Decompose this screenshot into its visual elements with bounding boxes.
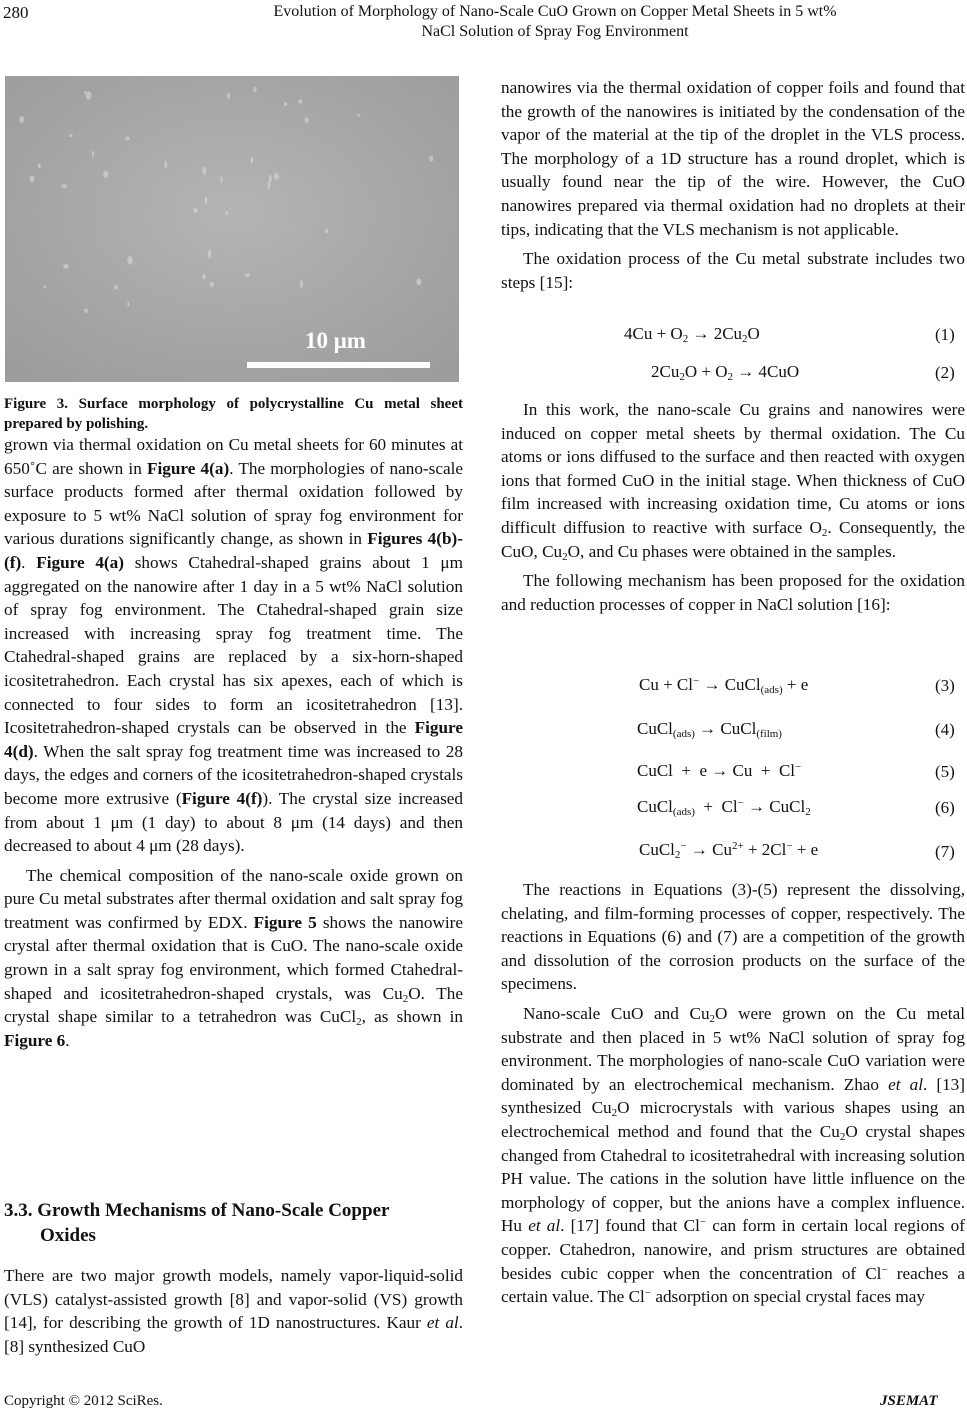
grain-speck (429, 156, 433, 162)
equation-3: Cu + Cl− → CuCl$_{(ads)}$ + e (639, 675, 809, 696)
grain-speck (202, 167, 206, 175)
figure-ref: Figure 4(a) (146, 458, 230, 478)
grain-speck (69, 134, 73, 138)
grain-speck (274, 173, 279, 180)
figure-ref: Figure 5 (253, 912, 317, 932)
equation-7: CuCl$_2$− → $Cu^{2+} + 2Cl^- + e$ (639, 840, 819, 861)
grain-speck (19, 116, 24, 123)
grain-speck (305, 117, 309, 123)
grain-speck (208, 250, 211, 259)
grain-speck (416, 279, 421, 286)
equation-2-number: (2) (935, 363, 955, 382)
equation-5: CuCl + e → Cu + Cl− (637, 761, 802, 780)
grain-speck (84, 309, 88, 313)
right-paragraph-6: Nano-scale CuO and $Cu_2O$ were grown on the Cu metal substrate and then placed in 5 wt% NaCl solution of spray fog environment. The morphologies of nano-scale CuO variation were dominated by an electrochemical mechanism. Zhao et al. [13] synthesized $Cu_2O$ microcrystals with various shapes using an electrochemical method and found that the $Cu_2O$ crystal shapes changed from Ctahedral to icositetrahedral with increasing solution PH value. The cations in the solution have little influence on the morphology of copper, but the anions have a complex influence. Hu et al. [17] found that Cl− can form in certain local regions of copper. Ctahedron, nanowire, and prism structures are obtained besides cubic copper when the concentration of Cl− reaches a certain value. The Cl− adsorption on special crystal faces may (501, 1003, 966, 1307)
equation-1: $4Cu + O_2 \to 2Cu_2O$ (624, 324, 760, 345)
running-title-line2: NaCl Solution of Spray Fog Environment (421, 23, 689, 40)
figure-3-caption: Figure 3. Surface morphology of polycrystalline Cu metal sheet prepared by polishing. (4, 396, 463, 432)
grain-speck (165, 160, 167, 169)
micrograph-texture (5, 76, 459, 382)
running-title (230, 2, 880, 42)
figure-ref: Figure 6 (4, 1030, 66, 1050)
equation-5-number: (5) (935, 762, 955, 781)
grain-speck (63, 264, 69, 269)
scale-bar (247, 362, 430, 368)
grain-speck (103, 171, 108, 178)
grain-speck (38, 163, 41, 168)
equation-1-number: (1) (935, 325, 955, 344)
right-paragraph-5: The reactions in Equations (3)-(5) represent the dissolving, chelating, and film-forming processes of copper, respectively. The reactions in Equations (6) and (7) are a competition of the growth and dissolution of the corrosion products on the surface of the specimens. Nano-scale CuO and $Cu_2O$ were grown on the Cu metal substrate and then placed in 5 wt% NaCl solution of spray fog environment. The morphologies of nano-scale CuO variation were dominated by an electrochemical mechanism. Zhao et al. [13] synthesized $Cu_2O$ microcrystals with various shapes using an electrochemical method and found that the $Cu_2O$ crystal shapes changed from Ctahedral to icositetrahedral with increasing solution PH value. The cations in the solution have little influence on the morphology of copper, but the anions have a complex influence. Hu et al. [17] found that Cl− can form in certain local regions of copper. Ctahedron, nanowire, and prism structures are obtained besides cubic copper when the concentration of Cl− reaches a certain value. The Cl− adsorption on special crystal faces may (501, 878, 965, 1309)
grain-speck (268, 181, 270, 190)
grain-speck (86, 91, 92, 100)
grain-speck (227, 93, 230, 99)
grain-speck (250, 156, 253, 164)
page-number: 280 (3, 3, 29, 22)
grain-speck (202, 274, 206, 280)
grain-speck (298, 99, 302, 103)
right-paragraph-4: The following mechanism has been proposed for the oxidation and reduction processes of copper in NaCl solution [16]: (501, 571, 965, 614)
equation-3-number: (3) (935, 676, 955, 695)
grain-speck (284, 102, 288, 106)
grain-speck (325, 228, 328, 233)
grain-speck (226, 211, 228, 215)
figure-ref: Figure 4(d) (4, 718, 463, 761)
grain-speck (220, 176, 222, 184)
right-paragraph-2: The oxidation process of the Cu metal substrate includes two steps [15]: (501, 249, 965, 292)
equation-4: CuCl$_{(ads)}$ → CuCl$_{(film)}$ (637, 719, 782, 740)
grain-speck (269, 175, 272, 183)
grain-speck (61, 184, 67, 188)
journal-name: JSEMAT (880, 1393, 938, 1409)
equation-6-number: (6) (935, 798, 955, 817)
left-column (4, 433, 463, 1052)
scale-bar-label: 10 μm (305, 328, 366, 353)
copyright: Copyright © 2012 SciRes. (4, 1393, 163, 1409)
grain-speck (114, 285, 118, 289)
grain-speck (92, 151, 94, 158)
figure-ref: Figure 4(f) (181, 788, 263, 808)
equation-2: $2Cu_2O + O_2 \to 4CuO$ (651, 362, 800, 383)
grain-speck (193, 208, 198, 213)
grain-speck (300, 280, 303, 288)
grain-speck (127, 301, 129, 306)
right-paragraph-3: In this work, the nano-scale Cu grains and nanowires were induced on copper metal sheets by thermal oxidation. The Cu atoms or ions diffused to the surface and then reacted with oxygen ions that formed CuO in the initial stage. When thickness of CuO film increased with increasing oxidation time, Cu atoms or ions difficult diffusion to reactive with surface $O_2$. Consequently, the CuO, $Cu_2O$, and Cu phases were obtained in the samples. The following mechanism has been proposed for the oxidation and reduction processes of copper in NaCl solution [16]: (501, 398, 965, 616)
left-paragraph-1: grown via thermal oxidation on Cu metal sheets for 60 minutes at 650˚C are shown in Figure 4(a). The morphologies of nano-scale surface products formed after thermal oxidation followed by exposure to 5 wt% NaCl solution of spray fog environment for various durations significantly change, as shown in Figures 4(b)-(f). Figure 4(a) shows Ctahedral-shaped grains about 1 μm aggregated on the nanowire after 1 day in a 5 wt% NaCl solution of spray fog environment. The Ctahedral-shaped grain size increased with increasing spray fog treatment time. The Ctahedral-shaped grains are replaced by a six-horn-shaped icositetrahedron. Each crystal has six apexes, each of which is connected to four sides to form an icositetrahedron [13]. Icositetrahedron-shaped crystals can be observed in the Figure 4(d). When the salt spray fog treatment time was increased to 28 days, the edges and corners of the icositetrahedron-shaped crystals become more extrusive (Figure 4(f)). The crystal size increased from about 1 μm (1 day) to about 8 μm (14 days) and then decreased to about 4 μm (28 days). (4, 435, 464, 856)
left-paragraph-2: The chemical composition of the nano-scale oxide grown on pure Cu metal substrates after thermal oxidation and salt spray fog treatment was confirmed by EDX. Figure 5 shows the nanowire crystal after thermal oxidation that is CuO. The nano-scale oxide grown in a salt spray fog environment, which formed Ctahedral-shaped and icositetrahedron-shaped crystals, was $Cu_2O$. The crystal shape similar to a tetrahedron was CuCl$_2$, as shown in Figure 6. (4, 865, 463, 1050)
right-paragraph-1: nanowires via the thermal oxidation of copper foils and found that the growth of the nanowires is initiated by the condensation of the vapor of the material at the tip of the droplet in the VLS process. The morphology of a 1D structure has a round droplet, which is usually found near the tip of the wire. However, the CuO nanowires prepared via thermal oxidation had no droplets at their tips, indicating that the VLS mechanism is not applicable. The oxidation process of the Cu metal substrate includes two steps [15]: (501, 76, 965, 294)
grain-speck (245, 273, 250, 277)
grain-speck (210, 282, 214, 288)
grain-speck (205, 196, 207, 204)
equation-7-number: (7) (935, 842, 955, 861)
grain-speck (44, 285, 46, 288)
grain-speck (30, 175, 35, 182)
left-paragraph-3: There are two major growth models, namely vapor-liquid-solid (VLS) catalyst-assisted growth [8] and vapor-solid (VS) growth [14], for describing the growth of 1D nanostructures. Kaur et al. [8] synthesized CuO (4, 1266, 463, 1356)
running-title-line1: Evolution of Morphology of Nano-Scale CuO Grown on Copper Metal Sheets in 5 wt% (273, 3, 837, 20)
grain-speck (125, 137, 130, 141)
figure-3-micrograph (5, 76, 459, 382)
equation-6: CuCl$_{(ads)}$ + Cl− → CuCl$_2$ (637, 797, 811, 818)
grain-speck (253, 87, 256, 92)
section-heading: 3.3. Growth Mechanisms of Nano-Scale Copper Oxides (4, 1200, 390, 1246)
figure-ref: Figures 4(b)-(f) (4, 529, 463, 572)
grain-speck (127, 256, 132, 265)
figure-ref: Figure 4(a) (36, 552, 124, 572)
grain-speck (84, 91, 86, 94)
grain-speck (358, 114, 361, 117)
equation-4-number: (4) (935, 720, 955, 739)
